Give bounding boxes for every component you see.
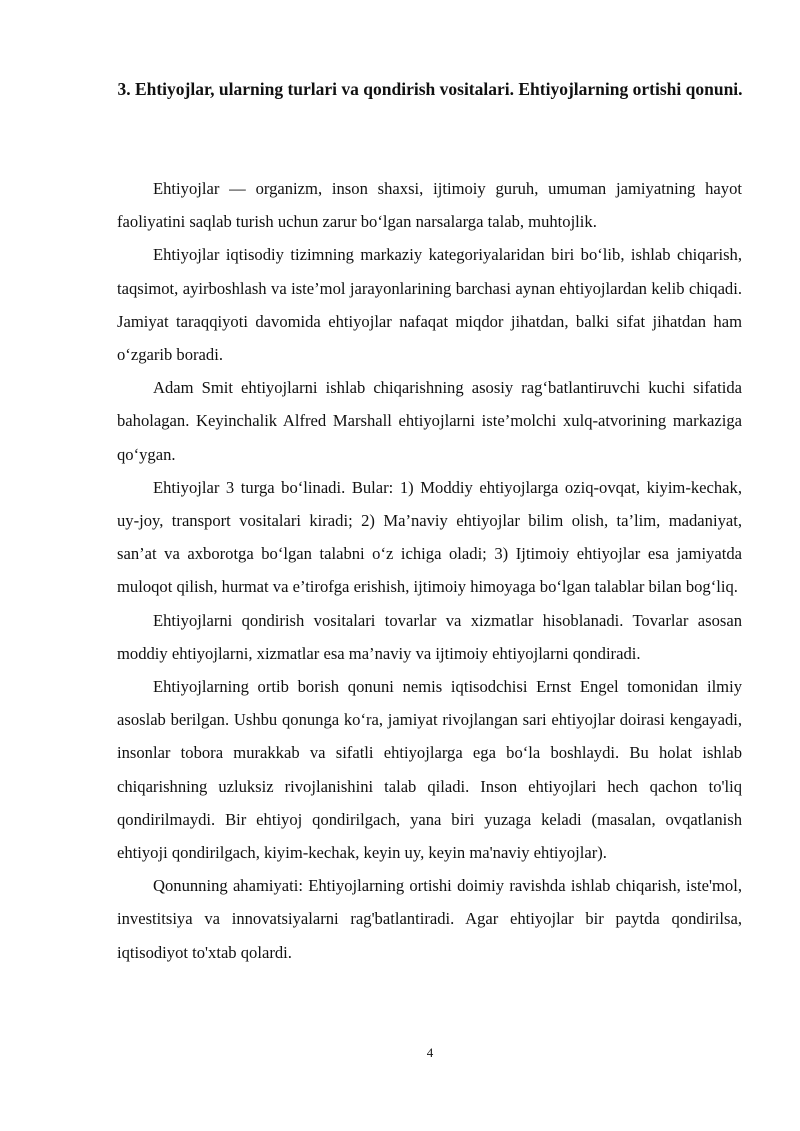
paragraph-types: Ehtiyojlar 3 turga bo‘linadi. Bular: 1) Moddiy ehtiyojlarga oziq-ovqat, kiyim-kechak, uy-joy, transport vositalari kiradi; 2) Ma’naviy ehtiyojlar bilim olish, ta’lim, madaniyat, san’at va axborotga bo‘lgan talabni o‘z ichiga oladi; 3) Ijtimoiy ehtiyojlar esa jamiyatda muloqot qilish, hurmat va e’tirofga erishish, ijtimoiy himoyaga bo‘lgan talablar bilan bog‘liq.	[117, 477, 742, 597]
paragraph-engel-law: Ehtiyojlarning ortib borish qonuni nemis iqtisodchisi Ernst Engel tomonidan ilmiy asoslab berilgan. Ushbu qonunga ko‘ra, jamiyat rivojlangan sari ehtiyojlar doirasi kengayadi, insonlar tobora murakkab va sifatli ehtiyojlarga ega bo‘la boshlaydi. Bu holat ishlab chiqarishning uzluksiz rivojlanishini talab qiladi. Inson ehtiyojlari hech qachon to'liq qondirilmaydi. Bir ehtiyoj qondirilgach, yana biri yuzaga keladi (masalan, ovqatlanish ehtiyoji qondirilgach, kiyim-kechak, keyin uy, keyin ma'naviy ehtiyojlar).	[117, 677, 742, 863]
section-title: 3. Ehtiyojlar, ularning turlari va qondirish vositalari. Ehtiyojlarning ortishi qonuni.	[117, 79, 743, 99]
paragraph-definition: Ehtiyojlar — organizm, inson shaxsi, ijtimoiy guruh, umuman jamiyatning hayot faoliyatini saqlab turish uchun zarur bo‘lgan narsalarga talab, muhtojlik.	[117, 179, 742, 232]
document-body	[117, 172, 742, 969]
page-number: 4	[426, 1045, 434, 1060]
paragraph-smith-marshall: Adam Smit ehtiyojlarni ishlab chiqarishning asosiy rag‘batlantiruvchi kuchi sifatida baholagan. Keyinchalik Alfred Marshall ehtiyojlarni iste’molchi xulq-atvorining markaziga qo‘ygan.	[117, 378, 742, 464]
paragraph-means: Ehtiyojlarni qondirish vositalari tovarlar va xizmatlar hisoblanadi. Tovarlar asosan moddiy ehtiyojlarni, xizmatlar esa ma’naviy va ijtimoiy ehtiyojlarni qondiradi.	[117, 610, 742, 663]
paragraph-economic-category: Ehtiyojlar iqtisodiy tizimning markaziy kategoriyalaridan biri bo‘lib, ishlab chiqarish, taqsimot, ayirboshlash va iste’mol jarayonlarining barchasi aynan ehtiyojlardan kelib chiqadi. Jamiyat taraqqiyoti davomida ehtiyojlar nafaqat miqdor jihatdan, balki sifat jihatdan ham o‘zgarib boradi.	[117, 245, 742, 365]
paragraph-significance: Qonunning ahamiyati: Ehtiyojlarning ortishi doimiy ravishda ishlab chiqarish, iste'mol, investitsiya va innovatsiyalarni rag'batlantiradi. Agar ehtiyojlar bir paytda qondirilsa, iqtisodiyot to'xtab qolardi.	[117, 876, 742, 962]
